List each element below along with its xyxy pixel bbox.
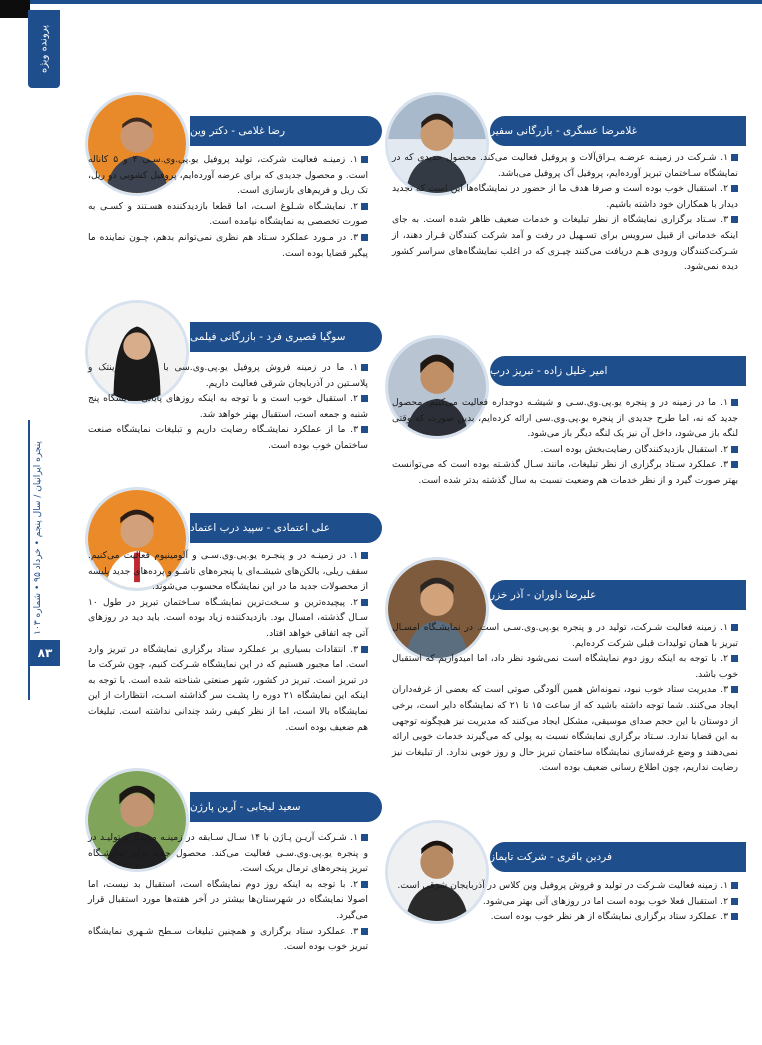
section-tab — [28, 10, 60, 88]
name-banner: علی اعتمادی - سپید درب اعتماد — [190, 513, 382, 543]
answer-item: ۱. ما در زمینه در و پنجره یو.پی.وی.سـی و شیشـه دوجداره فعالیت می‌کنیم. محصول جدید که نه، اما طرح جدیدی از پنجره یو.پی.وی.سی ارائه کرده‌ایم، بدین صورت که وقتی لنگه باز می‌شود، داخل آن نیز یک لنگه دیگر باز می‌شود. — [392, 397, 738, 440]
name-banner: علیرضا داوران - آذر خزر — [490, 580, 746, 610]
square-bullet-icon — [361, 834, 368, 841]
answer-item: ۱. در زمینـه در و پنجـره یو.پی.وی.سـی و آلومینیوم فعالیت می‌کنیم. سقف ریلی، بالکن‌های شیشـه‌ای یا پنجره‌های تاشـو و پرده‌های جدید پلیسه از محصولات جدید ما در این نمایشگاه محسوب می‌شوند. — [88, 550, 368, 593]
square-bullet-icon — [361, 156, 368, 163]
name-banner: رضا غلامی - دکتر وین — [190, 116, 382, 146]
square-bullet-icon — [731, 655, 738, 662]
answer-item: ۲. استقبال خوب است و با توجه به اینکه روزهای پایانی نمایشگاه پنج شنبه و جمعه است، استقبال بهتر خواهد شد. — [88, 393, 368, 420]
answer-item: ۲. با توجه به اینکه روز دوم نمایشگاه است، استقبال بد نیست، اما اصولا نمایشگاه در شهرستان‌ها بیشتر در آخر هفته‌ها مورد استقبال قرار می‌گیرد. — [88, 878, 368, 921]
name-banner: سعید لیجابی - آرین پارژن — [190, 792, 382, 822]
square-bullet-icon — [731, 913, 738, 920]
answer-item: ۳. انتقادات بسیاری بر عملکرد ستاد برگزاری نمایشگاه در تبریز وارد است. اما مجبور هستیم که در این نمایشگاه شـرکت کنیم، چون شرکت ما در تبریز است. تبریز در کشور، شهر صنعتی شناخته شده است. با توجه به اینکه این نمایشگاه ۲۱ دوره را پشـت سر گذاشته اسـت، انتظارات از این نمایشگاه بالا است، اما از نظر کیفی رشد چندانی نداشته است. تبلیغات هم ضعیف بوده است. — [88, 643, 368, 733]
answer-item: ۱. شـرکت آریـن پـاژن با ۱۴ سـال سـابقه در زمینـه مونتـاژ و تولیـد در و پنجره یو.پی.وی.سـی فعالیت می‌کند. محصول جدید برای نمایشـگاه تبریز پنجره‌های ترمال بریک است. — [88, 832, 368, 875]
square-bullet-icon — [361, 364, 368, 371]
page-number: ۸۳ — [30, 640, 60, 666]
answer-item: ۲. با توجه به اینکه روز دوم نمایشگاه است نمی‌شود نظر داد، اما امیدواریم که استقبال خوب باشد. — [392, 653, 738, 680]
answer-item: ۲. استقبال بازدیدکنندگان رضایت‌بخش بوده است. — [392, 442, 738, 458]
answers-block — [88, 360, 368, 454]
square-bullet-icon — [731, 399, 738, 406]
square-bullet-icon — [731, 216, 738, 223]
square-bullet-icon — [731, 624, 738, 631]
section-tab-label: پرونده ویژه — [38, 25, 50, 73]
square-bullet-icon — [731, 446, 738, 453]
top-rule — [0, 0, 762, 4]
running-head — [31, 420, 45, 655]
square-bullet-icon — [731, 898, 738, 905]
answers-block — [392, 395, 738, 489]
answer-item: ۳. ما از عملکرد نمایشـگاه رضایت داریم و تبلیغات نمایشگاه صنعت ساختمان خوب بوده است. — [88, 424, 368, 451]
square-bullet-icon — [361, 599, 368, 606]
answer-item: ۲. استقبال خوب بوده است و صرفا هدف ما از حضور در نمایشگاه‌ها این است که تجدید دیدار با همکاران خود داشته باشیم. — [392, 183, 738, 210]
name-banner: غلامرضا عسگری - بازرگانی سفیر — [490, 116, 746, 146]
answer-item: ۱. زمینه فعالیت شـرکت در تولید و فروش پروفیل وین کلاس در آذربایجان شرقی است. — [392, 878, 738, 894]
answers-block — [392, 620, 738, 776]
answers-block — [88, 830, 368, 955]
square-bullet-icon — [731, 185, 738, 192]
square-bullet-icon — [361, 203, 368, 210]
square-bullet-icon — [731, 882, 738, 889]
answer-item: ۲. استقبال فعلا خوب بوده است اما در روزهای آتی بهتر می‌شود. — [392, 894, 738, 910]
answer-item: ۱. زمینه فعالیت شـرکت، تولید در و پنجره یو.پی.وی.سـی است. در نمایشـگاه امسـال تبریز با همان تولیدات قبلی شرکت کرده‌ایم. — [392, 622, 738, 649]
name-banner: سوگیا قصیری فرد - بازرگانی فیلمی — [190, 322, 382, 352]
square-bullet-icon — [361, 426, 368, 433]
answers-block — [392, 878, 738, 925]
square-bullet-icon — [361, 646, 368, 653]
name-banner: امیر خلیل زاده - تبریز درب — [490, 356, 746, 386]
running-head-text: پنجره ایرانیان / سال پنجم • خرداد ۹۵ • شماره ۱۰۳ — [33, 440, 43, 635]
answer-item: ۳. عملکرد ستاد برگزاری و همچنین تبلیغات سـطح شـهری نمایشگاه تبریز خوب بوده است. — [88, 925, 368, 953]
answers-block — [88, 548, 368, 735]
square-bullet-icon — [731, 686, 738, 693]
square-bullet-icon — [361, 234, 368, 241]
square-bullet-icon — [731, 154, 738, 161]
answer-item: ۳. مدیریت ستاد خوب نبود، نمونه‌اش همین آلودگی صوتی است که بعضی از غرفه‌داران ایجاد می‌کنند. شما توجه داشته باشید که از ساعت ۱۵ تا ۲۱ که نمایشگاه دایر است، برخی از دوستان با این حجم صدای موسیقی، مشکل ایجاد می‌کنند که مدیریت نیز هیچگونه توجهی به این قضایا ندارد. سـتاد برگزاری نمایشگاه نسبت به پولی که می‌گیرند خدمات خوبی ارائه نمی‌دهند و وضع غرفه‌سازی نمایشگاه ساختمان تبریز حال و روز خوبی ندارد. از تبلیغات نیز رضایت نداریم، چون اطلاع رسانی ضعیف بوده است. — [392, 684, 738, 774]
square-bullet-icon — [731, 461, 738, 468]
square-bullet-icon — [361, 928, 368, 935]
corner-tab — [0, 0, 30, 18]
answer-item: ۳. در مـورد عملکرد سـتاد هم نظری نمی‌توانم بدهم، چـون نماینده ما پیگیر قضایا بوده است. — [88, 231, 368, 259]
square-bullet-icon — [361, 552, 368, 559]
answers-block — [392, 150, 738, 275]
answer-item: ۳. سـتاد برگزاری نمایشگاه از نظر تبلیغات و خدمات ضعیف ظاهر شده است. به جای اینکه خدماتی از قبیل سرویس برای تسـهیل در رفت و آمد شرکت کنندگان قـرار دهند، از شـرکت‌کنندگان ورودی هـم دریافت می‌کنند چیـزی که در اغلب نمایشگاه‌های سراسر کشور دیده نمی‌شود. — [392, 214, 738, 273]
square-bullet-icon — [361, 881, 368, 888]
answer-item: ۱. شـرکت در زمینـه عرضـه یـراق‌آلات و پروفیل فعالیت می‌کند. محصول جدیدی که در نمایشگاه سـاختمان تبریز آورده‌ایم، پروفیل آک پروفیل می‌باشد. — [392, 152, 738, 179]
name-banner: فردین باقری - شرکت تاپماز — [490, 842, 746, 872]
answer-item: ۲. پیچیده‌ترین و سـخت‌ترین نمایشـگاه سـاختمان تبریز در طول ۱۰ سـال گذشته، امسال بود. بازدیدکننده زیاد بوده است. باید دید در روزهای آتی چه اتفاقی خواهد افتاد. — [88, 596, 368, 639]
answer-item: ۳. عملکرد سـتاد برگزاری از نظر تبلیغات، مانند سـال گذشـته بوده است که می‌توانست بهتر صورت گیرد و از نظر خدمات هم وضعیت نسبت به سال گذشته بدتر شده است. — [392, 459, 738, 486]
answer-item: ۳. عملکرد ستاد برگزاری نمایشگاه از هر نظر خوب بوده است. — [392, 909, 738, 925]
square-bullet-icon — [361, 395, 368, 402]
answer-item: ۲. نمایشـگاه شـلوغ اسـت، اما قطعا بازدیدکننده هسـتند و کسـی به صورت تخصصی به نمایشگاه نیامده است. — [88, 200, 368, 228]
answer-item: ۱. زمینـه فعالیت شرکت، تولید پروفیل یو.پی.وی.سـی ۴ و ۵ کاناله است. و محصول جدیدی که برای عرضه آورده‌ایم، پروفیل کشویی دو ریل، تک ریل و فریم‌های بازسازی است. — [88, 154, 368, 197]
answer-item: ۱. ما در زمینه فروش پروفیل یو.پی.وی.سی با برندهـای وینتک و پلاسـتین در آذربایجان شرقی فعالیت داریم. — [88, 362, 368, 389]
answers-block — [88, 152, 368, 261]
